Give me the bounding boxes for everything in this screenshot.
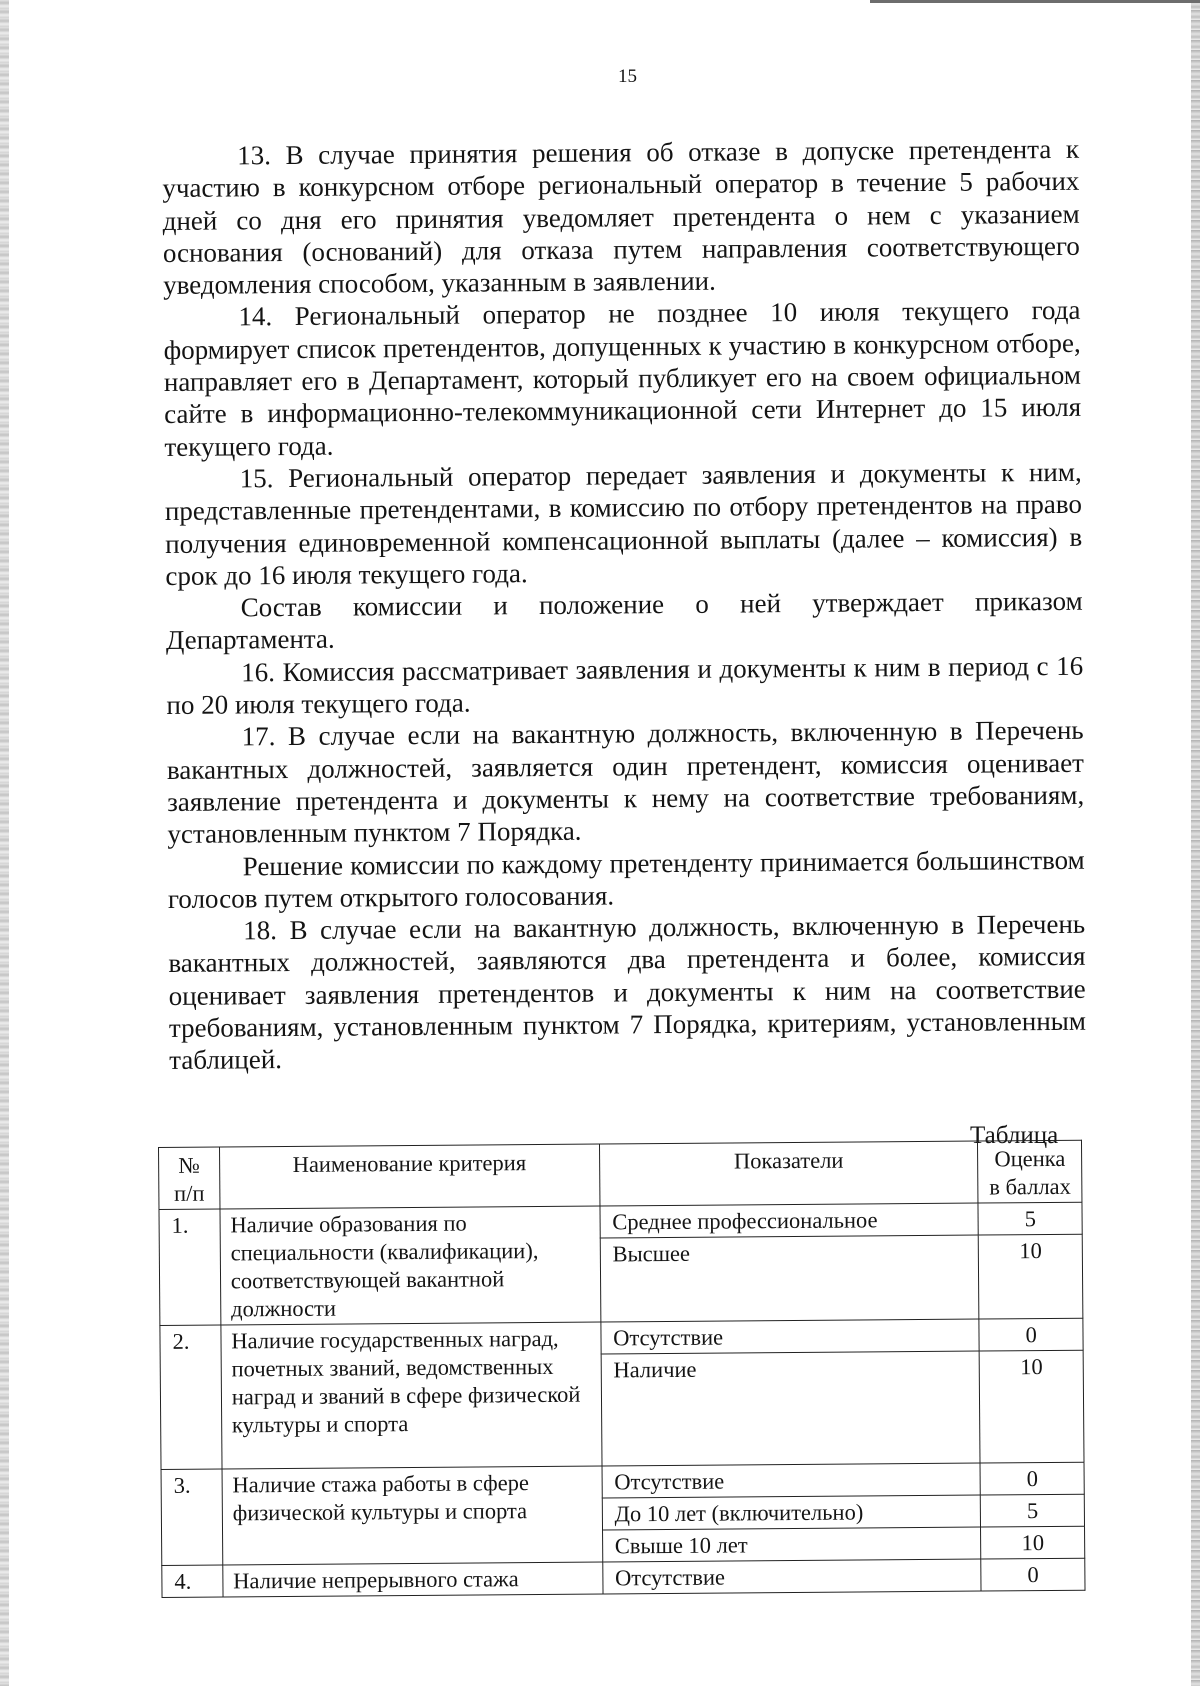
scan-left-edge [0, 0, 9, 1686]
indicator: До 10 лет (включительно) [602, 1495, 981, 1530]
paragraph-15: 15. Региональный оператор передает заявления и документы к ним, представленные претендентами, в комиссию по отбору претендентов на право получения единовременной компенсационной выплаты (далее – комиссия) в срок до 16 июля текущего года. [164, 456, 1083, 591]
indicator: Отсутствие [602, 1559, 981, 1594]
criteria-table [158, 1140, 1086, 1598]
paragraph-13: 13. В случае принятия решения об отказе в допуске претендента к участию в конкурсном отборе региональный оператор в течение 5 рабочих дней со дня его принятия уведомляет претендента о нем с указанием основания (оснований) для отказа путем направления соответствующего уведомления способом, указанным в заявлении. [162, 133, 1080, 301]
score: 5 [978, 1202, 1082, 1235]
header-criterion-name: Наименование критерия [219, 1144, 599, 1209]
scan-top-edge [870, 0, 1200, 3]
scan-right-edge [1191, 0, 1200, 1686]
table-caption: Таблица [970, 1122, 1059, 1149]
indicator: Среднее профессиональное [600, 1203, 979, 1238]
score: 0 [980, 1462, 1084, 1495]
criterion-name: Наличие государственных наград, почетных званий, ведомственных наград и званий в сфере физической культуры и спорта [221, 1322, 602, 1469]
header-score: Оценка в баллах [978, 1140, 1082, 1203]
paragraph-decision: Решение комиссии по каждому претенденту принимается большинством голосов путем открытого голосования. [167, 844, 1085, 914]
criterion-name: Наличие образования по специальности (квалификации), соответствующей вакантной должности [220, 1206, 601, 1325]
header-indicators: Показатели [599, 1141, 978, 1206]
score: 5 [981, 1494, 1085, 1527]
row-number: 3. [161, 1469, 223, 1565]
row-number: 4. [162, 1565, 223, 1597]
indicator: Отсутствие [602, 1463, 981, 1498]
paragraph-17: 17. В случае если на вакантную должность, включенную в Перечень вакантных должностей, заявляется один претендент, комиссия оценивает заявление претендента и документы к нему на соответствие требованиям, установленным пунктом 7 Порядка. [166, 715, 1085, 850]
criterion-name: Наличие стажа работы в сфере физической культуры и спорта [222, 1466, 603, 1565]
row-number: 2. [160, 1325, 222, 1469]
paragraph-16: 16. Комиссия рассматривает заявления и документы к ним в период с 16 по 20 июля текущего года. [166, 650, 1084, 721]
header-number: № п/п [159, 1147, 220, 1209]
paragraph-14: 14. Региональный оператор не позднее 10 июля текущего года формирует список претендентов, допущенных к участию в конкурсном отборе, направляет его в Департамент, который публикует его на своем официальном сайте в информационно-телекоммуникационной сети Интернет до 15 июля текущего года. [163, 295, 1082, 462]
score: 0 [981, 1558, 1085, 1591]
criterion-name: Наличие непрерывного стажа [223, 1562, 603, 1597]
indicator: Высшее [600, 1235, 979, 1322]
table-header-row [159, 1140, 1082, 1209]
score: 10 [981, 1526, 1085, 1559]
paragraph-18: 18. В случае если на вакантную должность, включенную в Перечень вакантных должностей, заявляются два претендента и более, комиссия оценивает заявления претендентов и документы к ним на соответствие требованиям, установленным пунктом 7 Порядка, критериям, установленным таблицей. [168, 908, 1087, 1076]
indicator: Отсутствие [601, 1319, 980, 1354]
score: 10 [979, 1234, 1083, 1319]
table-row [162, 1558, 1085, 1597]
indicator: Свыше 10 лет [602, 1527, 981, 1562]
score: 0 [979, 1318, 1083, 1351]
document-body [162, 133, 1086, 1077]
page-number: 15 [618, 66, 637, 87]
score: 10 [980, 1350, 1084, 1463]
row-number: 1. [159, 1209, 221, 1325]
indicator: Наличие [601, 1351, 981, 1466]
paragraph-commission-composition: Состав комиссии и положение о ней утверждает приказом Департамента. [165, 585, 1083, 656]
